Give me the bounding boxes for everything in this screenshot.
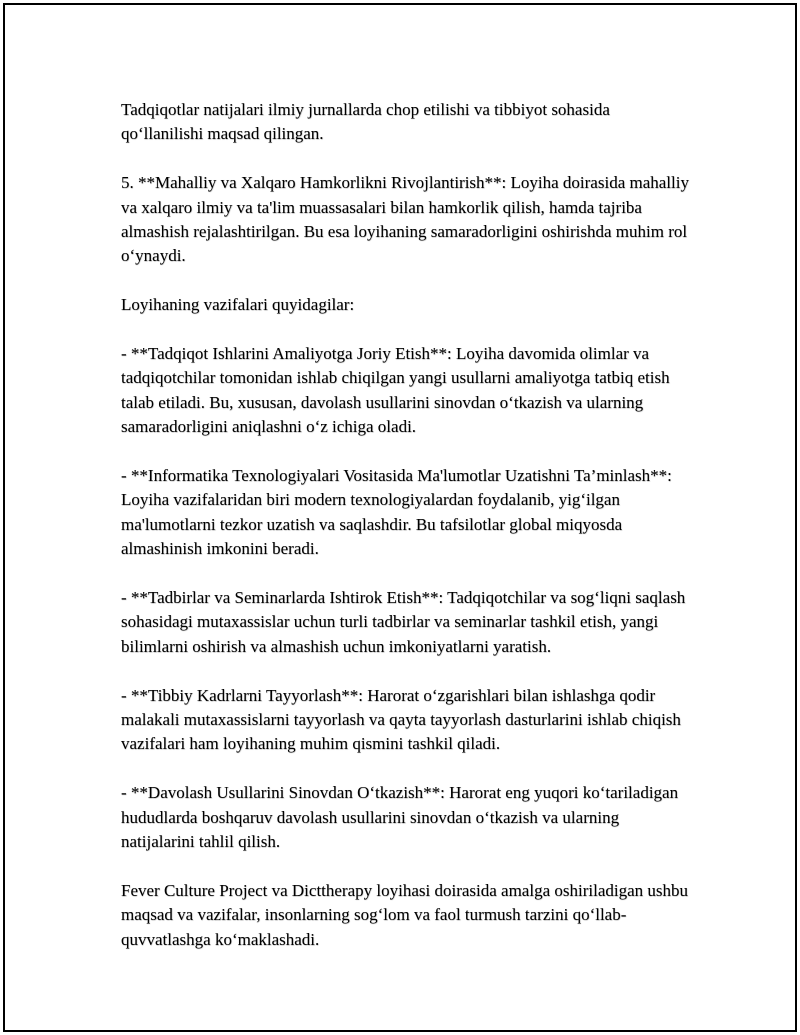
list-item-research-implementation: - **Tadqiqot Ishlarini Amaliyotga Joriy Etish**: Loyiha davomida olimlar va tadqiqotchilar tomonidan ishlab chiqilgan yangi usullarni amaliyotga tatbiq etish talab etiladi. Bu, xususan, davolash usullarini sinovdan o‘tkazish va ularning samaradorligini aniqlashni o‘z ichiga oladi.	[121, 344, 670, 437]
list-item-treatment-testing: - **Davolash Usullarini Sinovdan O‘tkazish**: Harorat eng yuqori ko‘tariladigan hududlarda boshqaruv davolash usullarini sinovdan o‘tkazish va ularning natijalarini tahlil qilish.	[121, 783, 679, 852]
document-body	[121, 98, 696, 952]
list-item-medical-staff: - **Tibbiy Kadrlarni Tayyorlash**: Harorat o‘zgarishlari bilan ishlashga qodir malakali mutaxassislarni tayyorlash va qayta tayyorlash dasturlarini ishlab chiqish vazifalari ham loyihaning muhim qismini tashkil qiladi.	[121, 685, 681, 754]
paragraph-research-results: Tadqiqotlar natijalari ilmiy jurnallarda chop etilishi va tibbiyot sohasida qo‘llanilishi maqsad qilingan.	[121, 100, 610, 144]
list-item-events-seminars: - **Tadbirlar va Seminarlarda Ishtirok Etish**: Tadqiqotchilar va sog‘liqni saqlash sohasidagi mutaxassislar uchun turli tadbirlar va seminarlar tashkil etish, yangi bilimlarni oshirish va almashish uchun imkoniyatlarni yaratish.	[121, 588, 686, 656]
paragraph-tasks-intro: Loyihaning vazifalari quyidagilar:	[121, 295, 355, 315]
list-item-data-transfer: - **Informatika Texnologiyalari Vositasida Ma'lumotlar Uzatishni Ta’minlash**: Loyiha vazifalaridan biri modern texnologiyalardan foydalanib, yig‘ilgan ma'lumotlarni tezkor uzatish va saqlashdir. Bu tafsilotlar global miqyosda almashinish imkonini beradi.	[121, 466, 672, 559]
page-frame	[3, 3, 797, 1032]
paragraph-conclusion: Fever Culture Project va Dicttherapy loyihasi doirasida amalga oshiriladigan ushbu maqsad va vazifalar, insonlarning sog‘lom va faol turmush tarzini qo‘llab-quvvatlashga ko‘maklashadi.	[121, 880, 688, 949]
paragraph-cooperation-goal: 5. **Mahalliy va Xalqaro Hamkorlikni Rivojlantirish**: Loyiha doirasida mahalliy va xalqaro ilmiy va ta'lim muassasalari bilan hamkorlik qilish, hamda tajriba almashish rejalashtirilgan. Bu esa loyihaning samaradorligini oshirishda muhim rol o‘ynaydi.	[121, 173, 689, 266]
